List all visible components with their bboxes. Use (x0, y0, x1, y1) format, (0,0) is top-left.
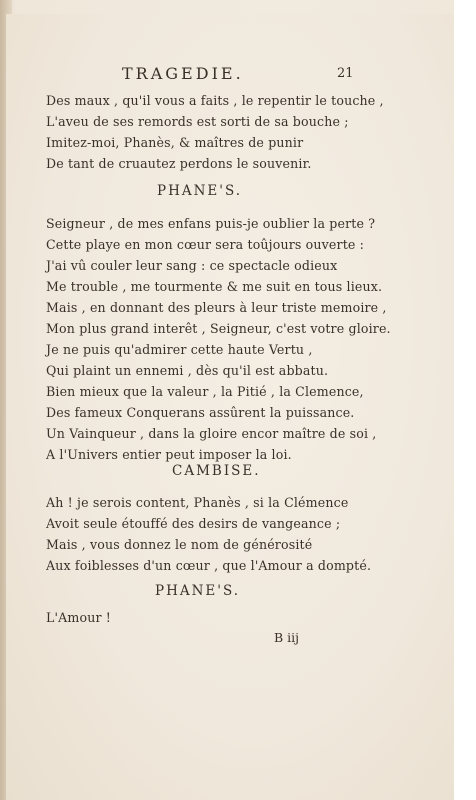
verse-line: Avoit seule étouffé des desirs de vangeance ; (46, 516, 341, 531)
running-head: TRAGEDIE. (122, 64, 244, 83)
verse-line: Bien mieux que la valeur , la Pitié , la Clemence, (46, 384, 364, 399)
signature-mark: B iij (274, 630, 300, 645)
verse-line: Des fameux Conquerans assûrent la puissance. (46, 405, 355, 420)
verse-line: Me trouble , me tourmente & me suit en tous lieux. (46, 279, 383, 294)
verse-line: Des maux , qu'il vous a faits , le repentir le touche , (46, 93, 384, 108)
verse-line: Un Vainqueur , dans la gloire encor maître de soi , (46, 426, 377, 441)
verse-line: Aux foiblesses d'un cœur , que l'Amour a dompté. (46, 558, 372, 573)
verse-line: L'aveu de ses remords est sorti de sa bouche ; (46, 114, 349, 129)
verse-line: Imitez-moi, Phanès, & maîtres de punir (46, 135, 304, 150)
verse-line: J'ai vû couler leur sang : ce spectacle odieux (46, 258, 338, 273)
verse-line: Cette playe en mon cœur sera toûjours ouverte : (46, 237, 365, 252)
verse-line: De tant de cruautez perdons le souvenir. (46, 156, 312, 171)
page-edge (454, 0, 476, 800)
verse-line: A l'Univers entier peut imposer la loi. (46, 447, 292, 462)
speaker-name: CAMBISE. (172, 463, 261, 479)
verse-line: Mais , en donnant des pleurs à leur triste memoire , (46, 300, 387, 315)
verse-line: Ah ! je serois content, Phanès , si la Clémence (46, 495, 349, 510)
verse-line: Qui plaint un ennemi , dès qu'il est abbatu. (46, 363, 329, 378)
verse-line: L'Amour ! (46, 610, 111, 625)
verse-line: Mais , vous donnez le nom de générosité (46, 537, 313, 552)
verse-line: Je ne puis qu'admirer cette haute Vertu , (46, 342, 313, 357)
speaker-name: PHANE'S. (155, 583, 241, 599)
verse-line: Seigneur , de mes enfans puis-je oublier la perte ? (46, 216, 376, 231)
page-number: 21 (337, 66, 354, 81)
verse-line: Mon plus grand interêt , Seigneur, c'est votre gloire. (46, 321, 391, 336)
speaker-name: PHANE'S. (157, 183, 243, 199)
